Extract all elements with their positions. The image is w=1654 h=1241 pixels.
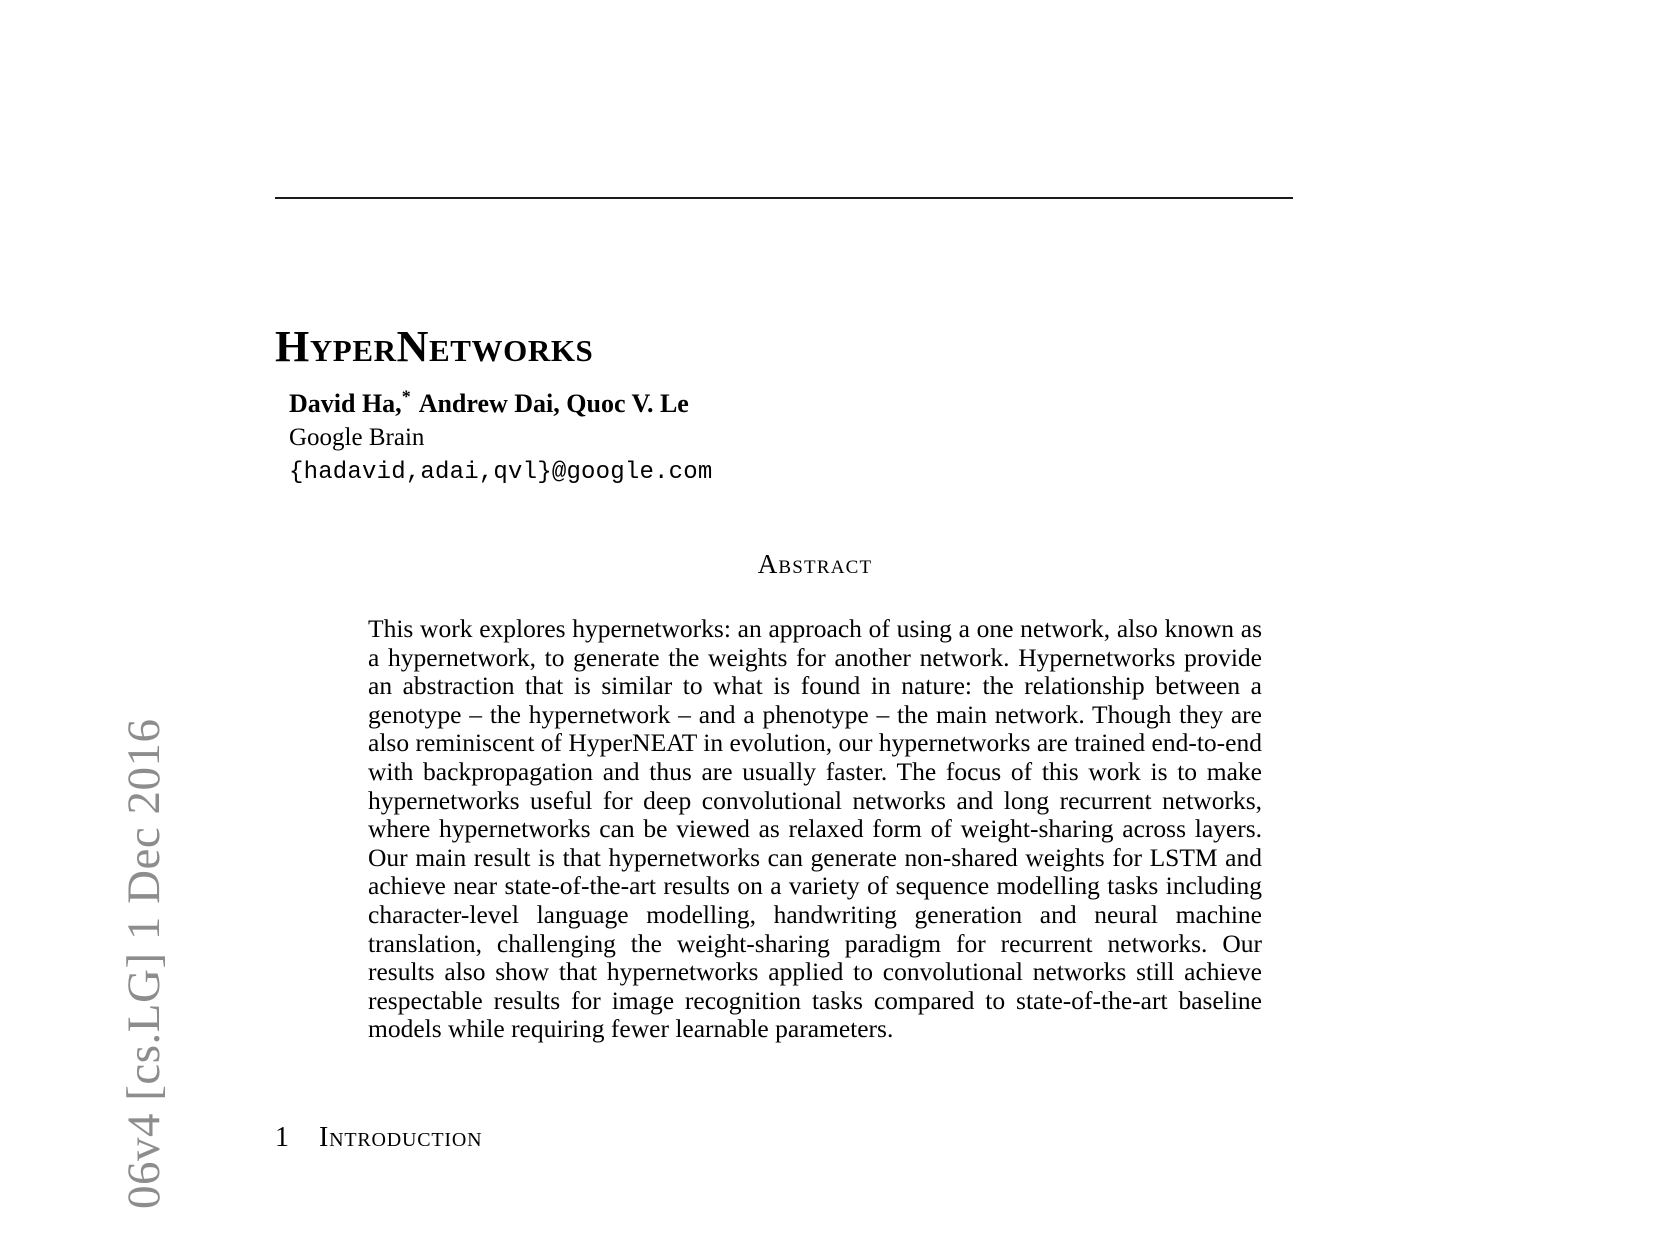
abstract-body: This work explores hypernetworks: an approach of using a one network, also known as a hypernetwork, to generate the weights for another network. Hypernetworks provide an abstraction that is similar to what is found in nature: the relationship between a genotype – the hypernetwork – and a phenotype – the main network. Though they are also reminiscent of HyperNEAT in evolution, our hypernetworks are trained end-to-end with backpropagation and thus are usually faster. The focus of this work is to make hypernetworks useful for deep convolutional networks and long recurrent networks, where hypernetworks can be viewed as relaxed form of weight-sharing across layers. Our main result is that hypernetworks can generate non-shared weights for LSTM and achieve near state-of-the-art results on a variety of sequence modelling tasks including character-level language modelling, handwriting generation and neural machine translation, challenging the weight-sharing paradigm for recurrent networks. Our results also show that hypernetworks applied to convolutional networks still achieve respectable results for image recognition tasks compared to state-of-the-art baseline models while requiring fewer learnable parameters. bbox=[368, 614, 1262, 1044]
author-email: {hadavid,adai,qvl}@google.com bbox=[289, 458, 713, 486]
abstract-heading: Abstract bbox=[757, 549, 873, 579]
author-block bbox=[289, 386, 1189, 487]
arxiv-identifier-stamp: 06v4 [cs.LG] 1 Dec 2016 bbox=[118, 718, 170, 1209]
author-affiliation: Google Brain bbox=[289, 424, 425, 452]
page-title: HyperNetworks bbox=[275, 322, 594, 372]
section-number: 1 bbox=[275, 1122, 290, 1153]
section-heading-introduction bbox=[275, 1122, 482, 1154]
author-footnote-marker: * bbox=[401, 386, 411, 407]
header-divider-rule bbox=[275, 197, 1293, 199]
author-names bbox=[289, 386, 1189, 419]
section-title: Introduction bbox=[319, 1122, 483, 1153]
author-name-first: David Ha, bbox=[289, 389, 402, 418]
author-names-rest: Andrew Dai, Quoc V. Le bbox=[418, 389, 689, 418]
